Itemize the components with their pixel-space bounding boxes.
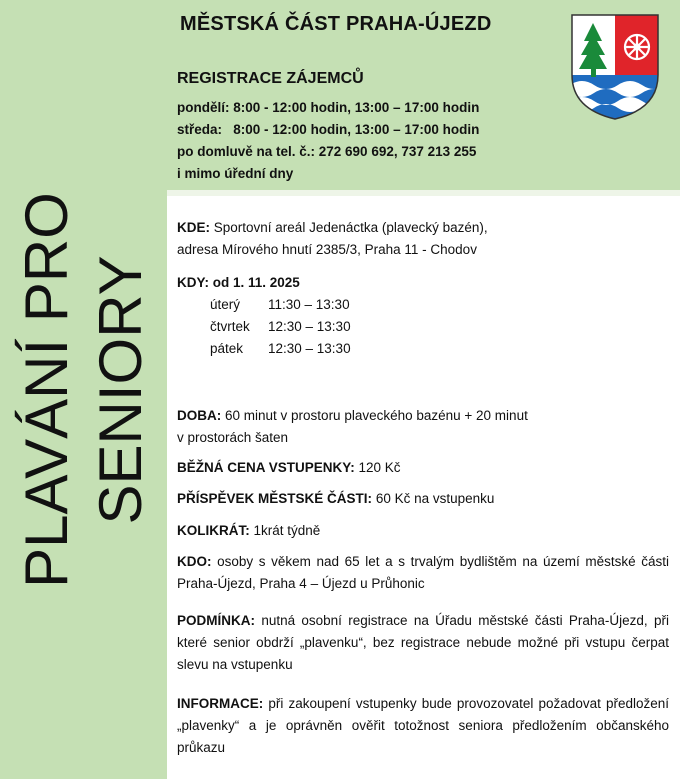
schedule-day: úterý [210, 297, 241, 312]
schedule-time: 12:30 – 13:30 [268, 319, 351, 334]
price-block [177, 457, 669, 479]
frequency-label: KOLIKRÁT: [177, 523, 250, 538]
coat-of-arms-icon [570, 13, 660, 121]
who-block [177, 551, 669, 595]
schedule-time: 11:30 – 13:30 [268, 297, 350, 312]
when-block [177, 272, 669, 294]
who-label: KDO: [177, 554, 212, 569]
info-body [167, 196, 680, 779]
info-block [177, 693, 669, 759]
where-block [177, 217, 669, 261]
contribution-block [177, 488, 669, 510]
frequency-value: 1krát týdně [253, 523, 321, 538]
header-panel [167, 0, 680, 190]
where-address: adresa Mírového hnutí 2385/3, Praha 11 - Chodov [177, 242, 477, 257]
registration-line: středa: 8:00 - 12:00 hodin, 13:00 – 17:00 hodin [177, 122, 480, 137]
schedule [210, 294, 510, 360]
duration-text: 60 minut v prostoru plaveckého bazénu + 20 minut [225, 408, 528, 423]
vertical-title [10, 192, 158, 588]
side-panel [0, 0, 167, 779]
duration-block [177, 405, 669, 449]
price-label: BĚŽNÁ CENA VSTUPENKY: [177, 460, 355, 475]
crest-wheel [625, 35, 649, 59]
who-text: osoby s věkem nad 65 let a s trvalým bydlištěm na území městské části Praha-Újezd, Praha 4 – Újezd u Průhonic [177, 554, 669, 591]
where-label: KDE: [177, 220, 210, 235]
registration-line: pondělí: 8:00 - 12:00 hodin, 13:00 – 17:00 hodin [177, 100, 480, 115]
registration-line: i mimo úřední dny [177, 166, 294, 181]
condition-block [177, 610, 669, 676]
when-label: KDY: od 1. 11. 2025 [177, 275, 300, 290]
vertical-title-line1: PLAVÁNÍ PRO [13, 192, 80, 588]
registration-hours [177, 97, 479, 185]
registration-line: po domluvě na tel. č.: 272 690 692, 737 213 255 [177, 144, 477, 159]
condition-label: PODMÍNKA: [177, 613, 255, 628]
contribution-value: 60 Kč na vstupenku [375, 491, 495, 506]
condition-text: nutná osobní registrace na Úřadu městské části Praha-Újezd, při které senior obdrží „plavenku“, bez registrace nebude možné při vstupu čerpat slevu na vstupenku [177, 613, 669, 672]
schedule-day: čtvrtek [210, 319, 250, 334]
schedule-row [210, 294, 510, 316]
where-text: Sportovní areál Jedenáctka (plavecký bazén), [213, 220, 488, 235]
frequency-block [177, 520, 669, 542]
schedule-time: 12:30 – 13:30 [268, 341, 351, 356]
schedule-day: pátek [210, 341, 244, 356]
registration-title: REGISTRACE ZÁJEMCŮ [177, 70, 364, 87]
vertical-title-line2: SENIORY [87, 255, 154, 525]
municipality-title: MĚSTSKÁ ČÁST PRAHA-ÚJEZD [180, 13, 492, 35]
schedule-row [210, 316, 510, 338]
duration-label: DOBA: [177, 408, 222, 423]
info-label: INFORMACE: [177, 696, 264, 711]
contribution-label: PŘÍSPĚVEK MĚSTSKÉ ČÁSTI: [177, 491, 373, 506]
schedule-row [210, 338, 510, 360]
info-text: při zakoupení vstupenky bude provozovatel požadovat předložení „plavenky“ a je oprávněn ověřit totožnost seniora předložením občanského průkazu [177, 696, 669, 755]
duration-text-2: v prostorách šaten [177, 430, 289, 445]
price-value: 120 Kč [358, 460, 401, 475]
